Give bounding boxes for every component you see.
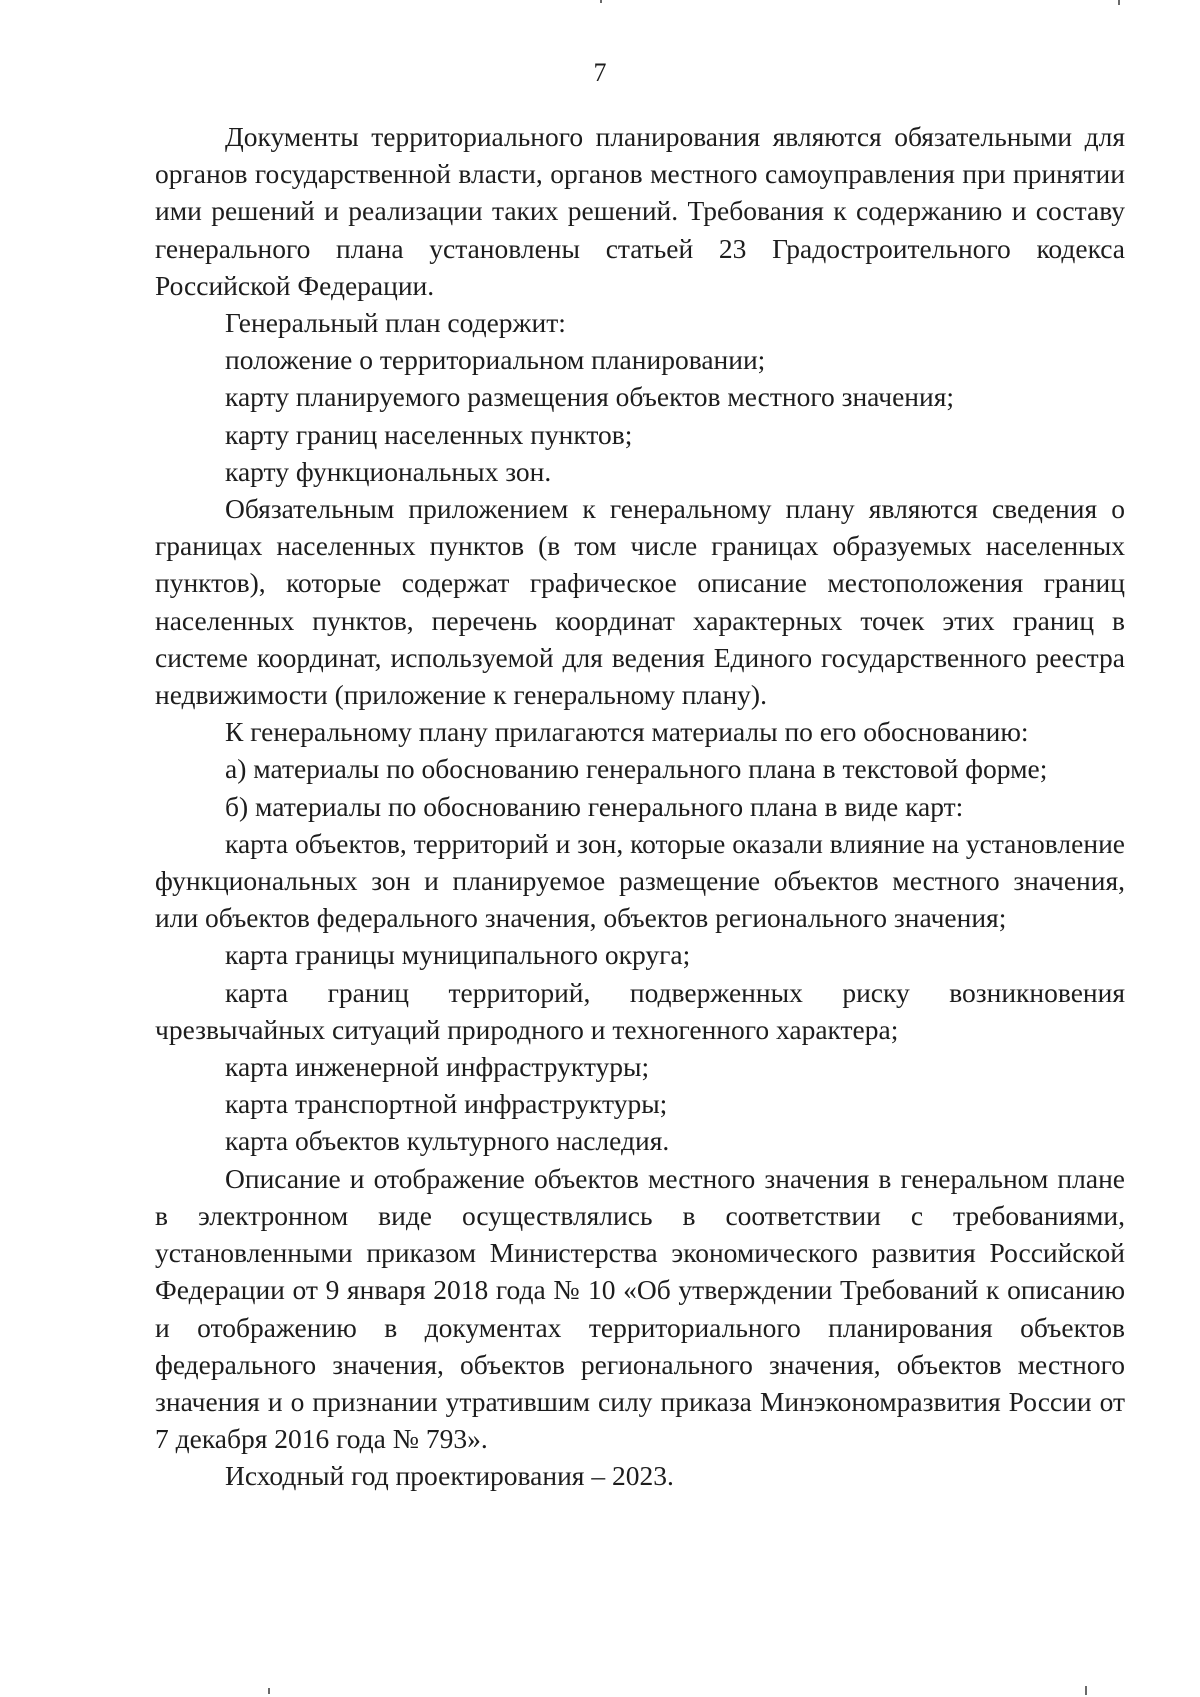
- list-item-map-materials: б) материалы по обоснованию генерального плана в виде карт:: [225, 790, 964, 822]
- list-item-functional-zones-map: карту функциональных зон.: [225, 455, 552, 487]
- paragraph-general-plan-contents: Генеральный план содержит:: [225, 307, 566, 339]
- scan-mark: [600, 0, 602, 3]
- scan-mark: [1085, 1686, 1087, 1695]
- list-item-settlement-borders-map: карту границ населенных пунктов;: [225, 418, 633, 450]
- paragraph-justification-materials: К генеральному плану прилагаются материалы по его обоснованию:: [225, 716, 1029, 748]
- list-item-transport-infrastructure-map: карта транспортной инфраструктуры;: [225, 1088, 668, 1120]
- scan-mark: [268, 1688, 270, 1694]
- list-item-engineering-infrastructure-map: карта инженерной инфраструктуры;: [225, 1051, 650, 1083]
- list-item-cultural-heritage-map: карта объектов культурного наследия.: [225, 1125, 670, 1157]
- list-item-district-border-map: карта границы муниципального округа;: [225, 939, 691, 971]
- list-item-zones-influence-map: карта объектов, территорий и зон, которые оказали влияние на установление функциональных зон и планируемое размещение объектов местного значения, или объектов федерального значения, объектов регионального значения;: [155, 827, 1125, 934]
- paragraph-base-year: Исходный год проектирования – 2023.: [225, 1460, 674, 1492]
- scan-mark: [1118, 0, 1120, 5]
- list-item-text-materials: а) материалы по обоснованию генерального плана в текстовой форме;: [225, 753, 1048, 785]
- paragraph-planning-documents: Документы территориального планирования являются обязательными для органов государственной власти, органов местного самоуправления при принятии ими решений и реализации таких решений. Требования к содержанию и составу генерального плана установлены статьей 23 Градостроительного кодекса Российской Федерации.: [155, 121, 1125, 301]
- document-body: [155, 118, 1125, 1495]
- page-number: 7: [593, 58, 607, 87]
- paragraph-electronic-description: Описание и отображение объектов местного значения в генеральном плане в электронном виде осуществлялись в соответствии с требованиями, установленными приказом Министерства экономического развития Российской Федерации от 9 января 2018 года № 10 «Об утверждении Требований к описанию и отображению в документах территориального планирования объектов федерального значения, объектов регионального значения, объектов местного значения и о признании утратившим силу приказа Минэкономразвития России от 7 декабря 2016 года № 793».: [155, 1162, 1125, 1455]
- list-item-local-objects-map: карту планируемого размещения объектов местного значения;: [225, 381, 955, 413]
- list-item-emergency-risk-map: карта границ территорий, подверженных риску возникновения чрезвычайных ситуаций природного и техногенного характера;: [155, 976, 1125, 1045]
- paragraph-mandatory-appendix: Обязательным приложением к генеральному плану являются сведения о границах населенных пунктов (в том числе границах образуемых населенных пунктов), которые содержат графическое описание местоположения границ населенных пунктов, перечень координат характерных точек этих границ в системе координат, используемой для ведения Единого государственного реестра недвижимости (приложение к генеральному плану).: [155, 493, 1125, 711]
- list-item-territorial-planning-provision: положение о территориальном планировании;: [225, 344, 766, 376]
